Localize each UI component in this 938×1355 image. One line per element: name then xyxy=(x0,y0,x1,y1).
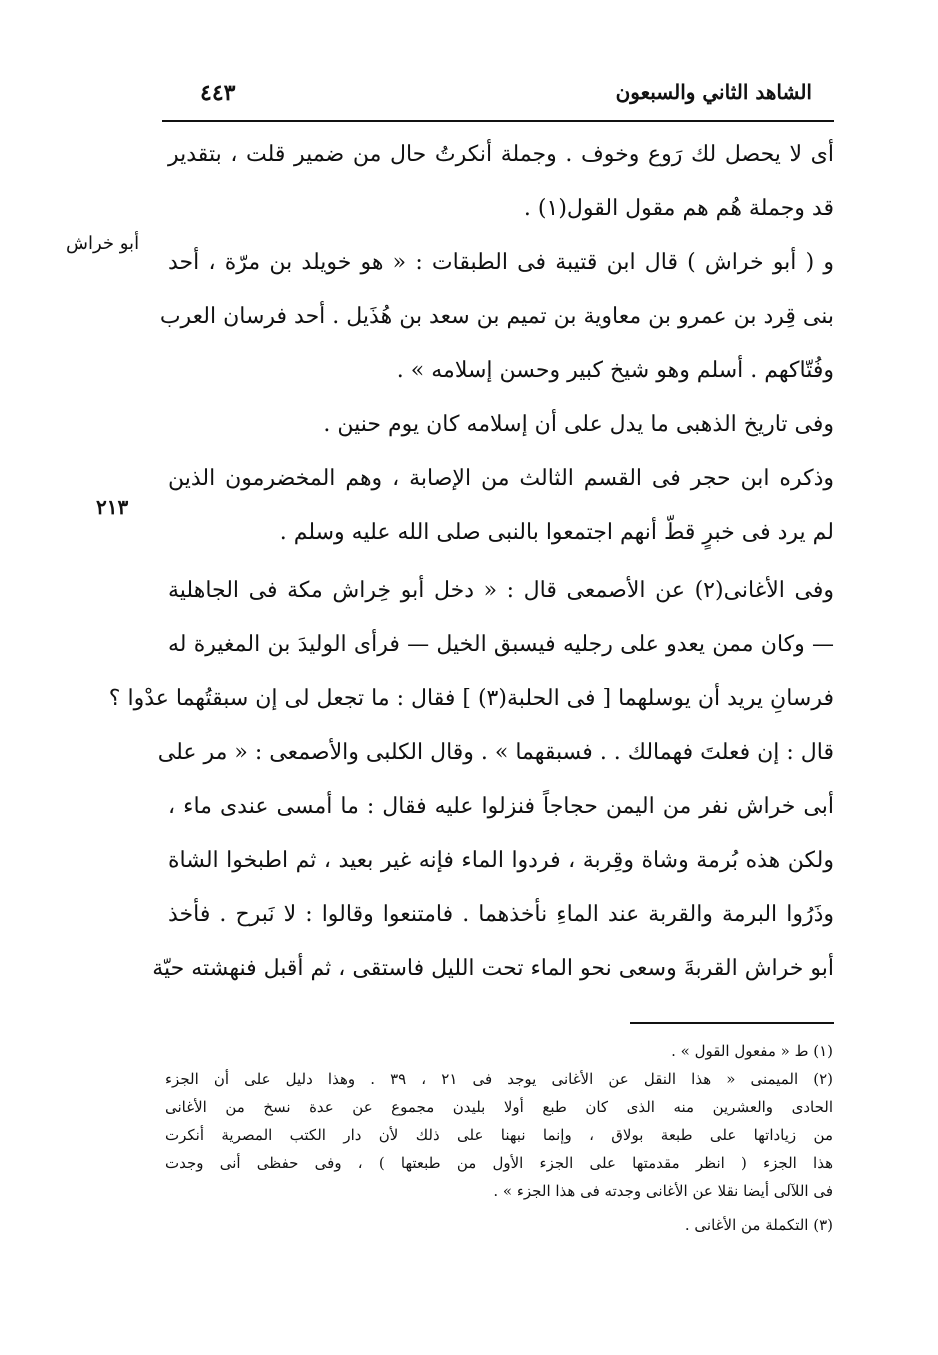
text-line: بنى قِرد بن عمرو بن معاوية بن تميم بن سعد بن هُذَيل . أحد فرسان العرب xyxy=(159,304,834,329)
text-line: وفى الأغانى(٢) عن الأصمعى قال : « دخل أبو خِراش مكة فى الجاهلية xyxy=(168,578,834,603)
footnote-line: (٣) التكملة من الأغانى . xyxy=(684,1216,833,1234)
margin-note: أبو خراش xyxy=(66,233,140,254)
footnote-rule xyxy=(630,1022,834,1024)
footnote-line: فى اللآلى أيضا نقلا عن الأغانى وجدته فى هذا الجزء » . xyxy=(493,1182,833,1200)
text-line: وذَرُوا البرمة والقربة عند الماءِ نأخذهما . فامتنعوا وقالوا : لا نَبرح . فأخذ xyxy=(168,902,834,927)
text-line: أبو خراش القربةَ وسعى نحو الماء تحت الليل فاستقى ، ثم أقبل فنهشته حيّة xyxy=(152,956,834,981)
footnote-line: هذا الجزء ( انظر مقدمتها على الجزء الأول من طبعتها ) ، وفى حفظى أنى وجدت xyxy=(165,1154,833,1172)
footnote-line: (٢) الميمنى « هذا النقل عن الأغانى يوجد فى ٢١ ، ٣٩ . وهذا دليل على أن الجزء xyxy=(165,1070,833,1088)
footnotes xyxy=(165,1040,833,1242)
text-line: أبى خراش نفر من اليمن حجاجاً فنزلوا عليه فقال : ما أمسى عندى ماء ، xyxy=(168,794,834,819)
text-line: أى لا يحصل لك رَوع وخوف . وجملة أنكرتُ حال من ضمير قلت ، بتقدير xyxy=(168,142,834,167)
running-title: الشاهد الثاني والسبعون xyxy=(615,80,812,104)
text-line: لم يرد فى خبرٍ قطّ أنهم اجتمعوا بالنبى صلى الله عليه وسلم . xyxy=(279,520,834,545)
text-line: وذكره ابن حجر فى القسم الثالث من الإصابة ، وهم المخضرمون الذين xyxy=(168,466,834,491)
header-rule xyxy=(162,120,834,122)
page-number: ٤٤٣ xyxy=(200,80,236,106)
margin-number: ٢١٣ xyxy=(96,495,129,519)
footnote-line: من زياداتها على طبعة بولاق ، وإنما نبهنا على ذلك لأن دار الكتب المصرية أنكرت xyxy=(165,1126,833,1144)
text-line: و ( أبو خراش ) قال ابن قتيبة فى الطبقات : « هو خويلد بن مرّة ، أحد xyxy=(168,250,834,275)
text-line: قد وجملة هُم هم مقول القول(١) . xyxy=(523,196,834,221)
text-line: — وكان ممن يعدو على رجليه فيسبق الخيل — فرأى الوليدَ بن المغيرة له xyxy=(168,632,834,657)
text-line: فرسانِ يريد أن يوسلهما [ فى الحلبة(٣) ] فقال : ما تجعل لى إن سبقتُهما عدْوا ؟ xyxy=(108,686,834,711)
text-line: وفُتّاكهم . أسلم وهو شيخ كبير وحسن إسلامه » . xyxy=(396,358,834,383)
text-line: ولكن هذه بُرمة وشاة وقِربة ، فردوا الماء فإنه غير بعيد ، ثم اطبخوا الشاة xyxy=(168,848,834,873)
text-line: وفى تاريخ الذهبى ما يدل على أن إسلامه كان يوم حنين . xyxy=(323,412,834,437)
footnote-line: الحادى والعشرين منه الذى كان طبع أولا بليدن مجموع عن عدة نسخ من الأغانى xyxy=(165,1098,833,1116)
text-line: قال : إن فعلتَ فهمالك . . فسبقهما » . وقال الكلبى والأصمعى : « مر على xyxy=(157,740,834,765)
footnote-line: (١) ط « مفعول القول » . xyxy=(671,1042,833,1060)
